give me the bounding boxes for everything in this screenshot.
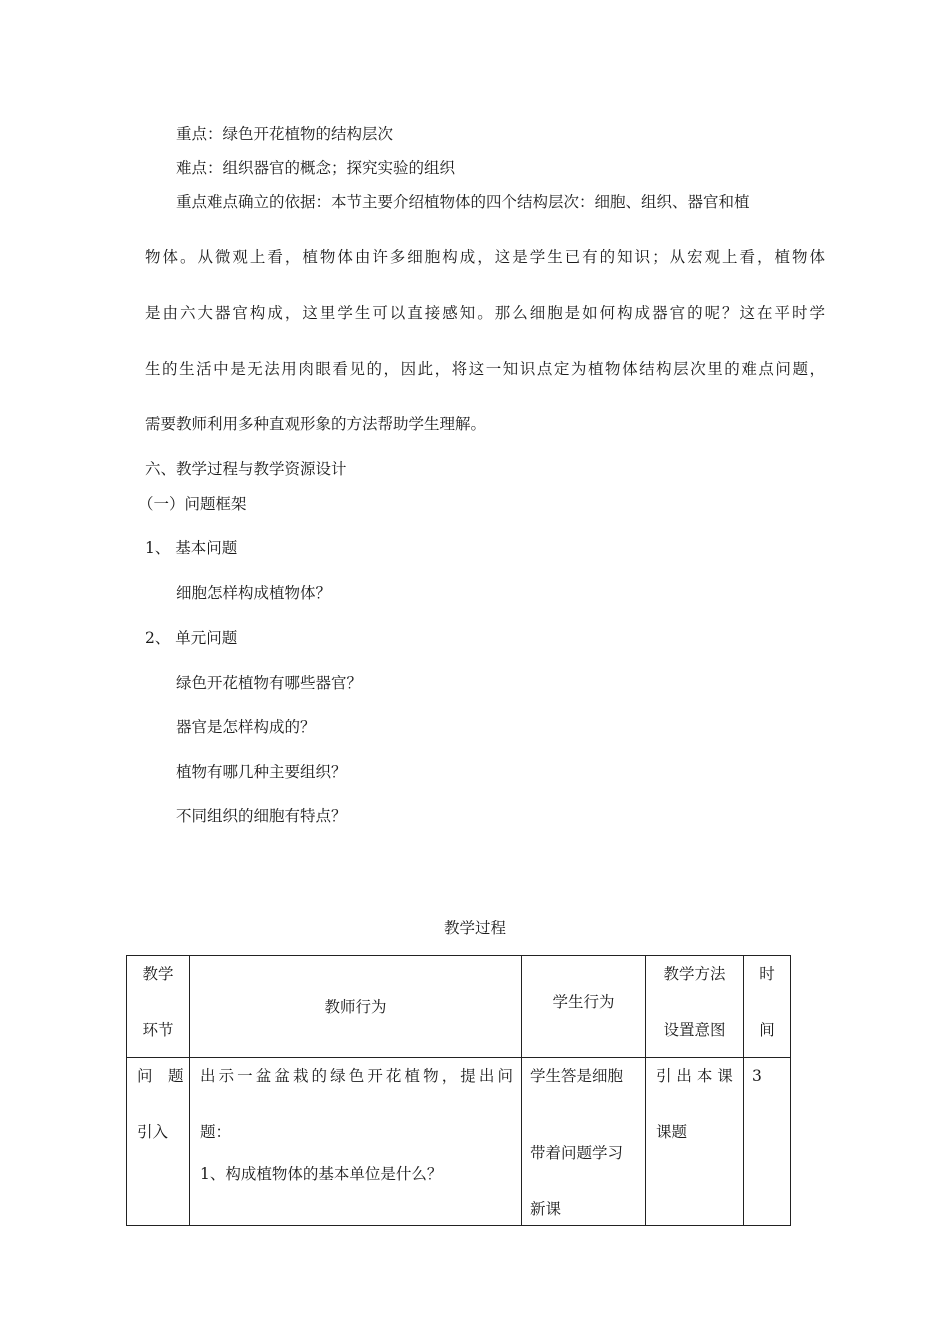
row-time-value: 3 (752, 1067, 762, 1085)
header-method-line-2: 设置意图 (663, 1021, 726, 1039)
header-teacher (190, 956, 522, 1058)
unit-question-2: 器官是怎样构成的？ (176, 718, 316, 736)
sub-heading: （一）问题框架 (138, 495, 247, 513)
row-teacher-line-2: 题： (200, 1123, 232, 1141)
header-time-line-1: 时 (759, 965, 775, 983)
teaching-process-table (126, 955, 791, 1226)
unit-question-4: 不同组织的细胞有特点？ (176, 807, 347, 825)
basis-line-2: 物体。从微观上看，植物体由许多细胞构成，这是学生已有的知识；从宏观上看，植物体 (145, 248, 825, 266)
header-stage-line-1: 教学 (142, 965, 174, 983)
table-header-row (127, 956, 791, 1058)
row-method-line-2: 课题 (656, 1123, 688, 1141)
unit-question-1: 绿色开花植物有哪些器官？ (176, 674, 363, 692)
basic-question: 细胞怎样构成植物体？ (176, 584, 332, 602)
row-teacher-line-1: 出示一盆盆栽的绿色开花植物，提出问 (200, 1067, 513, 1085)
difficult-point: 难点：组织器官的概念；探究实验的组织 (176, 159, 456, 177)
section-heading: 六、教学过程与教学资源设计 (145, 460, 347, 478)
row-stage-line-2: 引入 (137, 1123, 169, 1141)
table-row (127, 1058, 791, 1226)
header-time-line-2: 间 (759, 1021, 775, 1039)
row-method (646, 1058, 744, 1226)
basis-line-4: 生的生活中是无法用肉眼看见的，因此，将这一知识点定为植物体结构层次里的难点问题， (145, 360, 825, 378)
header-teacher-label: 教师行为 (324, 997, 387, 1016)
header-method-line-1: 教学方法 (663, 965, 726, 983)
unit-question-3: 植物有哪几种主要组织？ (176, 763, 347, 781)
row-student-line-1: 学生答是细胞 (530, 1067, 624, 1085)
table-caption: 教学过程 (443, 919, 506, 937)
header-student (522, 956, 646, 1058)
header-student-label: 学生行为 (552, 993, 615, 1011)
row-teacher-line-3: 1、构成植物体的基本单位是什么？ (200, 1165, 443, 1183)
basic-question-label: 1、 基本问题 (145, 539, 238, 557)
basis-line-3: 是由六大器官构成，这里学生可以直接感知。那么细胞是如何构成器官的呢？这在平时学 (145, 304, 825, 322)
row-stage-line-1: 问 题 (137, 1067, 184, 1085)
row-time (744, 1058, 791, 1226)
row-student (522, 1058, 646, 1226)
header-stage-line-2: 环节 (142, 1021, 174, 1039)
row-student-line-3: 新课 (530, 1200, 562, 1218)
basis-line-1: 重点难点确立的依据：本节主要介绍植物体的四个结构层次：细胞、组织、器官和植 (176, 193, 750, 211)
row-student-line-2: 带着问题学习 (530, 1144, 624, 1162)
row-method-line-1: 引 出 本 课 (656, 1067, 733, 1085)
row-stage (127, 1058, 190, 1226)
header-time (744, 956, 791, 1058)
basis-line-5: 需要教师利用多种直观形象的方法帮助学生理解。 (145, 415, 487, 433)
key-point: 重点：绿色开花植物的结构层次 (176, 125, 394, 143)
header-method (646, 956, 744, 1058)
row-teacher (190, 1058, 522, 1226)
header-stage (127, 956, 190, 1058)
unit-question-label: 2、 单元问题 (145, 629, 238, 647)
